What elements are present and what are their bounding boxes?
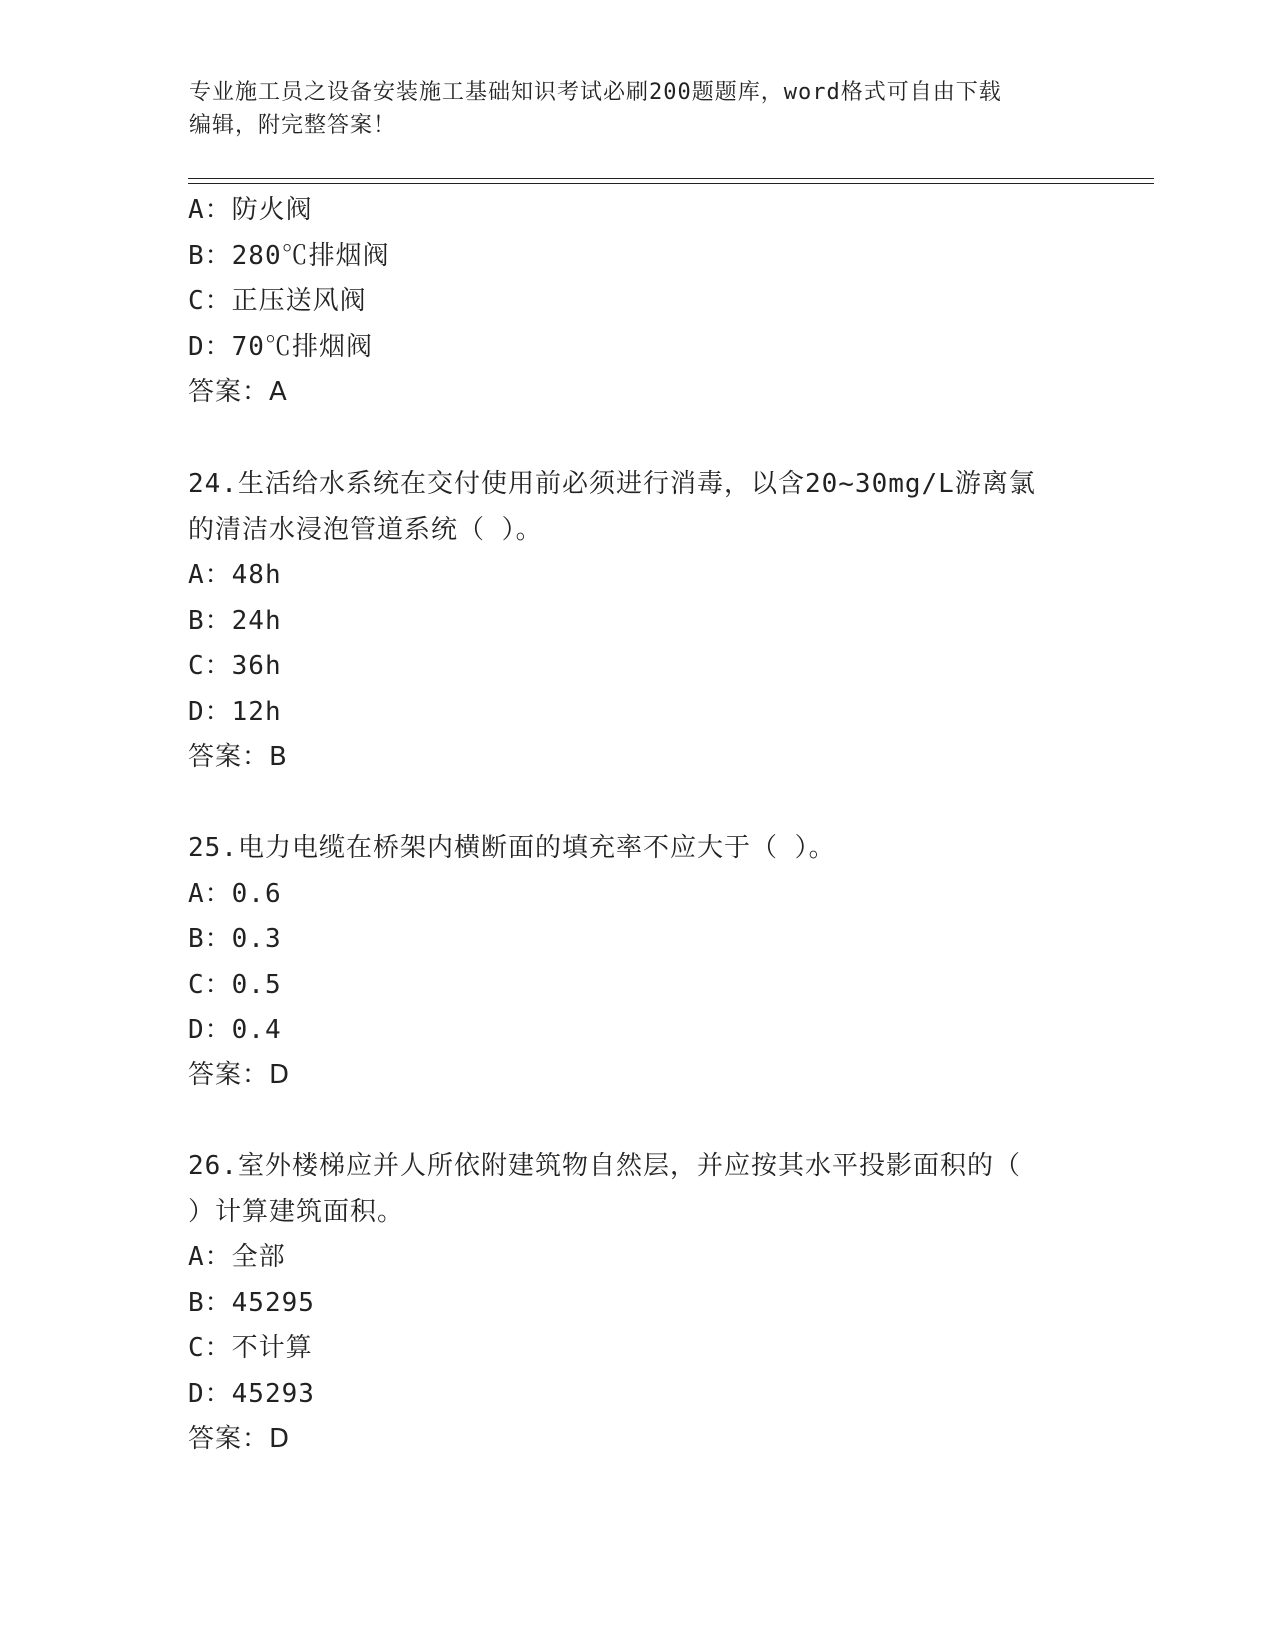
q25-option-c: C：0.5 xyxy=(188,970,282,1000)
q26-stem-line-1: 26.室外楼梯应并人所依附建筑物自然层，并应按其水平投影面积的（ xyxy=(188,1151,1021,1181)
q25-stem-line-1: 25.电力电缆在桥架内横断面的填充率不应大于（ ）。 xyxy=(188,833,836,863)
header-divider-bottom xyxy=(188,183,1154,184)
q24-option-c: C：36h xyxy=(188,651,282,681)
q24-stem-line-2: 的清洁水浸泡管道系统（ ）。 xyxy=(188,515,543,545)
q23-option-b: B：280℃排烟阀 xyxy=(188,241,390,271)
q23-answer: 答案：A xyxy=(188,377,288,407)
q24-answer: 答案：B xyxy=(188,742,288,772)
q26-stem-line-2: ）计算建筑面积。 xyxy=(188,1197,405,1227)
q24-stem-line-1: 24.生活给水系统在交付使用前必须进行消毒，以含20~30mg/L游离氯 xyxy=(188,469,1036,499)
q25-option-a: A：0.6 xyxy=(188,879,282,909)
q26-answer: 答案：D xyxy=(188,1424,291,1454)
q25-answer: 答案：D xyxy=(188,1060,291,1090)
q24-option-b: B：24h xyxy=(188,606,282,636)
q25-option-d: D：0.4 xyxy=(188,1015,282,1045)
q25-option-b: B：0.3 xyxy=(188,924,282,954)
q26-option-a: A：全部 xyxy=(188,1242,286,1272)
document-header xyxy=(189,76,1089,142)
q26-option-b: B：45295 xyxy=(188,1288,315,1318)
q24-option-a: A：48h xyxy=(188,560,282,590)
header-line-2: 编辑，附完整答案！ xyxy=(189,113,397,138)
header-line-1: 专业施工员之设备安装施工基础知识考试必刷200题题库，word格式可自由下载 xyxy=(189,80,1002,105)
q26-option-c: C：不计算 xyxy=(188,1333,313,1363)
q24-option-d: D：12h xyxy=(188,697,282,727)
q23-option-d: D：70℃排烟阀 xyxy=(188,332,373,362)
q23-option-a: A：防火阀 xyxy=(188,195,313,225)
q26-option-d: D：45293 xyxy=(188,1379,315,1409)
q23-option-c: C：正压送风阀 xyxy=(188,286,367,316)
header-divider-top xyxy=(188,178,1154,179)
